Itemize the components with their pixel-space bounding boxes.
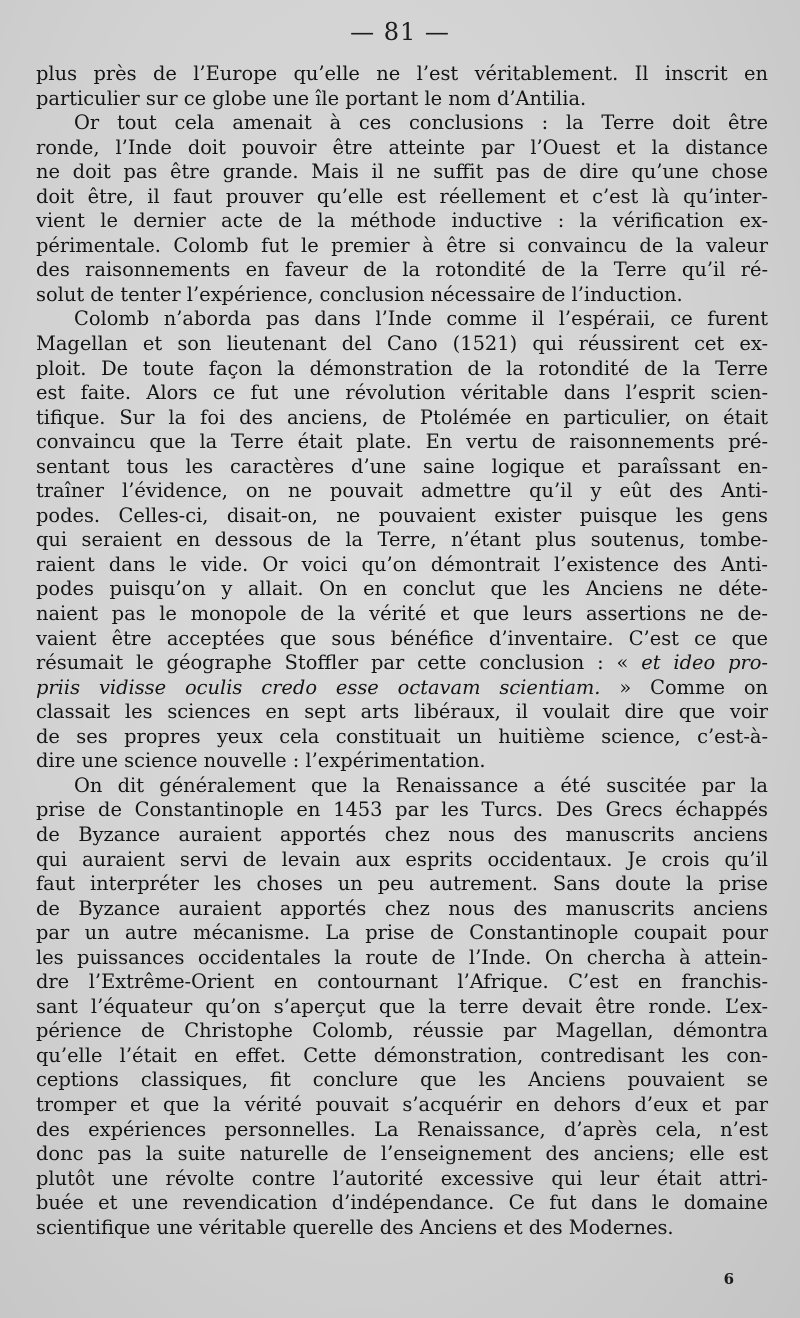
line-text: » Comme on	[600, 675, 768, 699]
text-line: des expériences personnelles. La Renaissance, d’après cela, n’est	[36, 1117, 768, 1141]
text-line: qui seraient en dessous de la Terre, n’étant plus soutenus, tombe-	[36, 528, 768, 552]
text-line: dre l’Extrême-Orient en contournant l’Afrique. C’est en franchis-	[36, 970, 768, 994]
text-line: solut de tenter l’expérience, conclusion nécessaire de l’induction.	[36, 282, 683, 306]
body-text	[36, 62, 768, 1240]
text-line: des raisonnements en faveur de la rotondité de la Terre qu’il ré-	[36, 258, 768, 282]
text-line: qu’elle l’était en effet. Cette démonstration, contredisant les con-	[36, 1043, 768, 1067]
text-line: périence de Christophe Colomb, réussie par Magellan, démontra	[36, 1019, 768, 1043]
text-line: traîner l’évidence, on ne pouvait admettre qu’il y eût des Anti-	[36, 479, 768, 503]
text-line: sant l’équateur qu’on s’aperçut que la terre devait être ronde. L’ex-	[36, 994, 768, 1018]
text-line: plutôt une révolte contre l’autorité excessive qui leur était attri-	[36, 1166, 768, 1190]
text-line: buée et une revendication d’indépendance. Ce fut dans le domaine	[36, 1191, 768, 1215]
text-line: ploit. De toute façon la démonstration de la rotondité de la Terre	[36, 356, 768, 380]
text-line: naient pas le monopole de la vérité et que leurs assertions ne de-	[36, 602, 768, 626]
page-number: — 81 —	[350, 18, 450, 46]
text-line: faut interpréter les choses un peu autrement. Sans doute la prise	[36, 872, 768, 896]
text-line: périmentale. Colomb fut le premier à être si convaincu de la valeur	[36, 233, 768, 257]
text-line: tromper et que la vérité pouvait s’acquérir en dehors d’eux et par	[36, 1092, 768, 1116]
line-text: résumait le géographe Stoffler par cette conclusion : «	[36, 651, 642, 675]
text-line: qui auraient servi de levain aux esprits occidentaux. Je crois qu’il	[36, 847, 768, 871]
text-line: ceptions classiques, fit conclure que les Anciens pouvaient se	[36, 1068, 768, 1092]
text-line: prise de Constantinople en 1453 par les Turcs. Des Grecs échappés	[36, 798, 768, 822]
text-line: de Byzance auraient apportés chez nous des manuscrits anciens	[36, 896, 768, 920]
text-line: podes puisqu’on y allait. On en conclut que les Anciens ne déte-	[36, 577, 768, 601]
text-line: convaincu que la Terre était plate. En vertu de raisonnements pré-	[36, 430, 768, 454]
text-line: vaient être acceptées que sous bénéfice d’inventaire. C’est ce que	[36, 626, 768, 650]
text-line: doit être, il faut prouver qu’elle est réellement et c’est là qu’inter-	[36, 184, 768, 208]
text-line: par un autre mécanisme. La prise de Constantinople coupait pour	[36, 921, 768, 945]
text-line: est faite. Alors ce fut une révolution véritable dans l’esprit scien-	[36, 381, 768, 405]
text-line	[36, 676, 768, 701]
text-line: Or tout cela amenait à ces conclusions : la Terre doit être	[74, 111, 768, 135]
text-line: vient le dernier acte de la méthode inductive : la vérification ex-	[36, 209, 768, 233]
signature-mark: 6	[723, 1270, 734, 1288]
text-line: de Byzance auraient apportés chez nous des manuscrits anciens	[36, 822, 768, 846]
text-line: de ses propres yeux cela constituait un huitième science, c’est-à-	[36, 724, 768, 748]
latin-quote: priis vidisse oculis credo esse octavam scientiam.	[36, 675, 601, 699]
text-line: Colomb n’aborda pas dans l’Inde comme il l’espéraii, ce furent	[74, 307, 768, 331]
text-line: On dit généralement que la Renaissance a été suscitée par la	[74, 773, 768, 797]
text-line: ne doit pas être grande. Mais il ne suffit pas de dire qu’une chose	[36, 160, 768, 184]
text-line: donc pas la suite naturelle de l’enseignement des anciens; elle est	[36, 1142, 768, 1166]
text-line: particulier sur ce globe une île portant le nom d’Antilia.	[36, 86, 587, 110]
text-line: podes. Celles-ci, disait-on, ne pouvaient exister puisque les gens	[36, 503, 768, 527]
text-line: classait les sciences en sept arts libéraux, il voulait dire que voir	[36, 700, 768, 724]
text-line: Magellan et son lieutenant del Cano (1521) qui réussirent cet ex-	[36, 332, 768, 356]
text-line: tifique. Sur la foi des anciens, de Ptolémée en particulier, on était	[36, 405, 768, 429]
text-line	[36, 651, 768, 676]
text-line: les puissances occidentales la route de l’Inde. On chercha à attein-	[36, 945, 768, 969]
text-line: raient dans le vide. Or voici qu’on démontrait l’existence des Anti-	[36, 552, 768, 576]
text-line: scientifique une véritable querelle des Anciens et des Modernes.	[36, 1215, 674, 1239]
text-line: ronde, l’Inde doit pouvoir être atteinte par l’Ouest et la distance	[36, 135, 768, 159]
latin-quote: et ideo pro-	[641, 651, 768, 675]
text-line: plus près de l’Europe qu’elle ne l’est véritablement. Il inscrit en	[36, 62, 768, 85]
text-line: sentant tous les caractères d’une saine logique et paraîssant en-	[36, 454, 768, 478]
text-line: dire une science nouvelle : l’expérimentation.	[36, 749, 486, 773]
